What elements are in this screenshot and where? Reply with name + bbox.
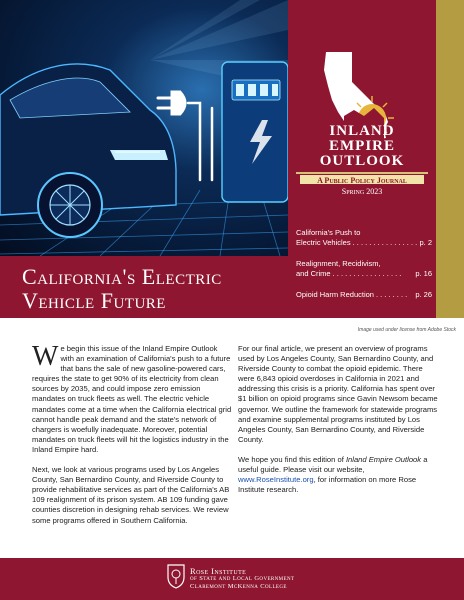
intro-paragraph [32,341,232,455]
paragraph-text: For our final article, we present an overview of programs used by Los Angeles County, San Bernardino County, and Riverside County to combat the opioid epidemic. There were 6,843 opioid overdoses in California in 2021 and addressing this crisis is a priority. California has spent over $1 billion on opioid programs since Gavin Newsom became governor. We outline the framework for statewide programs and examine supplemental programs instituted by Los Angeles County, San Bernardino County, and Riverside County. [238,344,438,444]
paragraph-text: We hope you find this edition of [238,454,346,464]
footer-institution [190,567,294,591]
masthead-line-2: EMPIRE [329,138,395,154]
cover-title-line-2: Vehicle Future [22,288,166,313]
toc-dots: . . . . . . . . . . . . . . . . [352,238,418,247]
masthead-line-1: INLAND [329,123,395,139]
drop-cap: W [32,341,59,372]
footer-line-3: Claremont McKenna College [190,583,287,590]
toc-dots: . . . . . . . . . . . . . . . . . [332,269,402,278]
issue-season: Spring 2023 [341,187,383,196]
footer-line-2: of State and Local Government [190,575,295,582]
masthead-divider [296,172,428,174]
toc-page-number: p. 26 [415,290,432,299]
toc-page-number: p. 16 [415,269,432,278]
body-column-right [238,344,438,505]
toc-item-opioid[interactable] [296,290,432,300]
website-link[interactable]: www.RoseInstitute.org [238,475,314,485]
california-map-icon [288,0,436,200]
body-column-left [32,341,232,536]
cover-title [22,265,282,313]
toc-item-title: Opioid Harm Reduction [296,290,374,299]
journal-masthead [288,124,436,169]
rose-institute-crest-icon [166,563,186,589]
gold-accent-strip [436,0,464,318]
toc-item-title: California's Push to [296,228,361,237]
masthead-line-3: OUTLOOK [319,153,405,169]
paragraph-text: e begin this issue of the Inland Empire Outlook with an examination of California's push to a future that bans the sale of new gasoline-powered cars, requires the state to get 90% of its electricity from clean sources by 2035, and could impose zero emission mandates on truck fleets as well. The electric vehicle mandates come at a time when the California electrical grid cannot handle peak demand and the state's network of chargers is woefully inadequate. Moreover, potential mandates on truck fleets will hit the logistics industry in the Inland Empire hard. [32,344,232,454]
paragraph-text: , for information on more Rose Institute research. [238,475,417,495]
publication-name: Inland Empire Outlook [345,454,422,464]
toc-item-title: Realignment, Recidivism, [296,259,381,268]
toc-item-realignment[interactable] [296,259,432,279]
closing-paragraph [238,455,438,495]
image-credit: Image used under license from Adobe Stock [357,327,456,333]
toc-item-ev[interactable] [296,228,432,248]
toc-page-number: p. 2 [419,238,432,247]
paragraph-text: a useful guide. Please visit our website, [238,454,428,475]
journal-label: A Public Policy Journal [317,176,407,185]
footer-line-1: Rose Institute [190,566,247,576]
electric-car-illustration [0,0,288,256]
cover-title-line-1: California's Electric [22,264,222,289]
toc-dots: . . . . . . . . [375,290,408,299]
toc-item-title: and Crime [296,269,331,278]
toc-item-title: Electric Vehicles [296,238,351,247]
table-of-contents [296,228,432,311]
paragraph-text: Next, we look at various programs used by Los Angeles County, San Bernardino County, and Riverside County to provide rehabilitative services as part of the California's AB 109 realignment of its prison system. AB 109 funding gave counties discretion in designing rehab services. We review some programs offered in Southern California. [32,465,230,525]
cover-image [0,0,288,256]
